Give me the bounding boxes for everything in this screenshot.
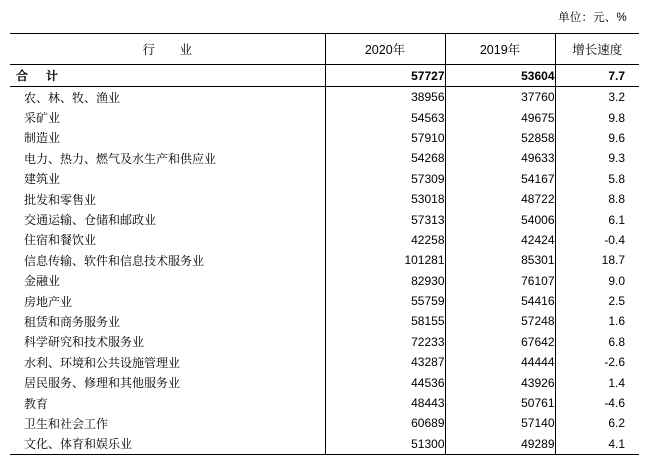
row-value-2020: 57313 <box>325 209 445 229</box>
table-row <box>10 434 639 455</box>
row-label: 建筑业 <box>24 172 61 187</box>
row-value-2020: 101281 <box>325 250 445 270</box>
row-value-2019: 37760 <box>445 87 555 108</box>
header-growth-rate: 增长速度 <box>555 34 639 65</box>
header-industry <box>10 34 325 65</box>
row-value-growth: 5.8 <box>555 169 639 189</box>
row-value-2020: 55759 <box>325 291 445 311</box>
row-value-2020: 53018 <box>325 189 445 209</box>
row-value-2019: 48722 <box>445 189 555 209</box>
table-row <box>10 271 639 291</box>
row-value-2019: 85301 <box>445 250 555 270</box>
row-value-growth: -0.4 <box>555 230 639 250</box>
row-value-2019: 57140 <box>445 413 555 433</box>
row-value-2019: 54006 <box>445 209 555 229</box>
row-label: 居民服务、修理和其他服务业 <box>24 376 181 391</box>
row-value-growth: -4.6 <box>555 393 639 413</box>
row-value-growth: 9.6 <box>555 128 639 148</box>
table-row <box>10 230 639 250</box>
table-row <box>10 311 639 331</box>
row-value-2019: 52858 <box>445 128 555 148</box>
row-label: 科学研究和技术服务业 <box>24 335 145 350</box>
row-value-2020: 48443 <box>325 393 445 413</box>
row-value-growth: 9.3 <box>555 148 639 168</box>
row-value-2019: 49675 <box>445 107 555 127</box>
row-value-2019: 49289 <box>445 434 555 455</box>
row-value-2020: 72233 <box>325 332 445 352</box>
row-value-growth: 6.1 <box>555 209 639 229</box>
row-label: 采矿业 <box>24 111 61 126</box>
row-value-2020: 58155 <box>325 311 445 331</box>
table-row <box>10 393 639 413</box>
row-value-2020: 38956 <box>325 87 445 108</box>
row-value-growth: -2.6 <box>555 352 639 372</box>
row-value-growth: 6.2 <box>555 413 639 433</box>
row-label: 信息传输、软件和信息技术服务业 <box>24 253 205 268</box>
row-value-2019: 42424 <box>445 230 555 250</box>
row-value-2020: 43287 <box>325 352 445 372</box>
row-label: 农、林、牧、渔业 <box>24 90 121 105</box>
row-label: 制造业 <box>24 131 61 146</box>
row-value-growth: 9.0 <box>555 271 639 291</box>
row-label: 房地产业 <box>24 294 73 309</box>
row-value-2019: 54416 <box>445 291 555 311</box>
header-year-2019: 2019年 <box>445 34 555 65</box>
table-row <box>10 291 639 311</box>
row-value-growth: 2.5 <box>555 291 639 311</box>
table-row <box>10 250 639 270</box>
row-value-2020: 54268 <box>325 148 445 168</box>
statistics-table <box>10 33 639 455</box>
table-row <box>10 87 639 108</box>
row-value-2019: 43926 <box>445 372 555 392</box>
row-value-2020: 54563 <box>325 107 445 127</box>
table-row <box>10 148 639 168</box>
row-value-2019: 54167 <box>445 169 555 189</box>
row-value-2020: 57309 <box>325 169 445 189</box>
row-label: 电力、热力、燃气及水生产和供应业 <box>24 151 217 166</box>
total-row-label: 合 计 <box>10 65 325 87</box>
row-label: 金融业 <box>24 274 61 289</box>
row-label: 租赁和商务服务业 <box>24 314 121 329</box>
row-value-2019: 57248 <box>445 311 555 331</box>
unit-note: 单位：元、% <box>558 12 627 24</box>
row-value-2019: 44444 <box>445 352 555 372</box>
row-value-2020: 51300 <box>325 434 445 455</box>
row-label: 住宿和餐饮业 <box>24 233 97 248</box>
table-row <box>10 209 639 229</box>
table-row <box>10 332 639 352</box>
row-value-growth: 9.8 <box>555 107 639 127</box>
row-value-2019: 76107 <box>445 271 555 291</box>
table-row <box>10 107 639 127</box>
row-value-growth: 1.6 <box>555 311 639 331</box>
row-label: 水利、环境和公共设施管理业 <box>24 355 181 370</box>
row-value-2020: 60689 <box>325 413 445 433</box>
row-label: 文化、体育和娱乐业 <box>24 437 133 452</box>
row-value-2019: 49633 <box>445 148 555 168</box>
row-label: 教育 <box>24 396 49 411</box>
row-label: 卫生和社会工作 <box>24 416 109 431</box>
row-value-growth: 3.2 <box>555 87 639 108</box>
row-value-growth: 4.1 <box>555 434 639 455</box>
row-value-2019: 67642 <box>445 332 555 352</box>
row-value-growth: 18.7 <box>555 250 639 270</box>
total-row-2019: 53604 <box>445 65 555 87</box>
row-value-2020: 57910 <box>325 128 445 148</box>
table-header-row <box>10 34 639 65</box>
row-value-2020: 42258 <box>325 230 445 250</box>
row-label: 批发和零售业 <box>24 192 97 207</box>
table-row <box>10 169 639 189</box>
header-industry-label: 行 业 <box>142 43 198 57</box>
table-row <box>10 189 639 209</box>
row-label: 交通运输、仓储和邮政业 <box>24 213 157 228</box>
table-row <box>10 413 639 433</box>
row-value-2019: 50761 <box>445 393 555 413</box>
table-row <box>10 352 639 372</box>
header-year-2020: 2020年 <box>325 34 445 65</box>
total-row-growth: 7.7 <box>555 65 639 87</box>
row-value-growth: 8.8 <box>555 189 639 209</box>
total-row-2020: 57727 <box>325 65 445 87</box>
row-value-2020: 82930 <box>325 271 445 291</box>
table-row <box>10 128 639 148</box>
row-value-growth: 1.4 <box>555 372 639 392</box>
row-value-growth: 6.8 <box>555 332 639 352</box>
table-row <box>10 372 639 392</box>
row-value-2020: 44536 <box>325 372 445 392</box>
table-total-row <box>10 65 639 87</box>
